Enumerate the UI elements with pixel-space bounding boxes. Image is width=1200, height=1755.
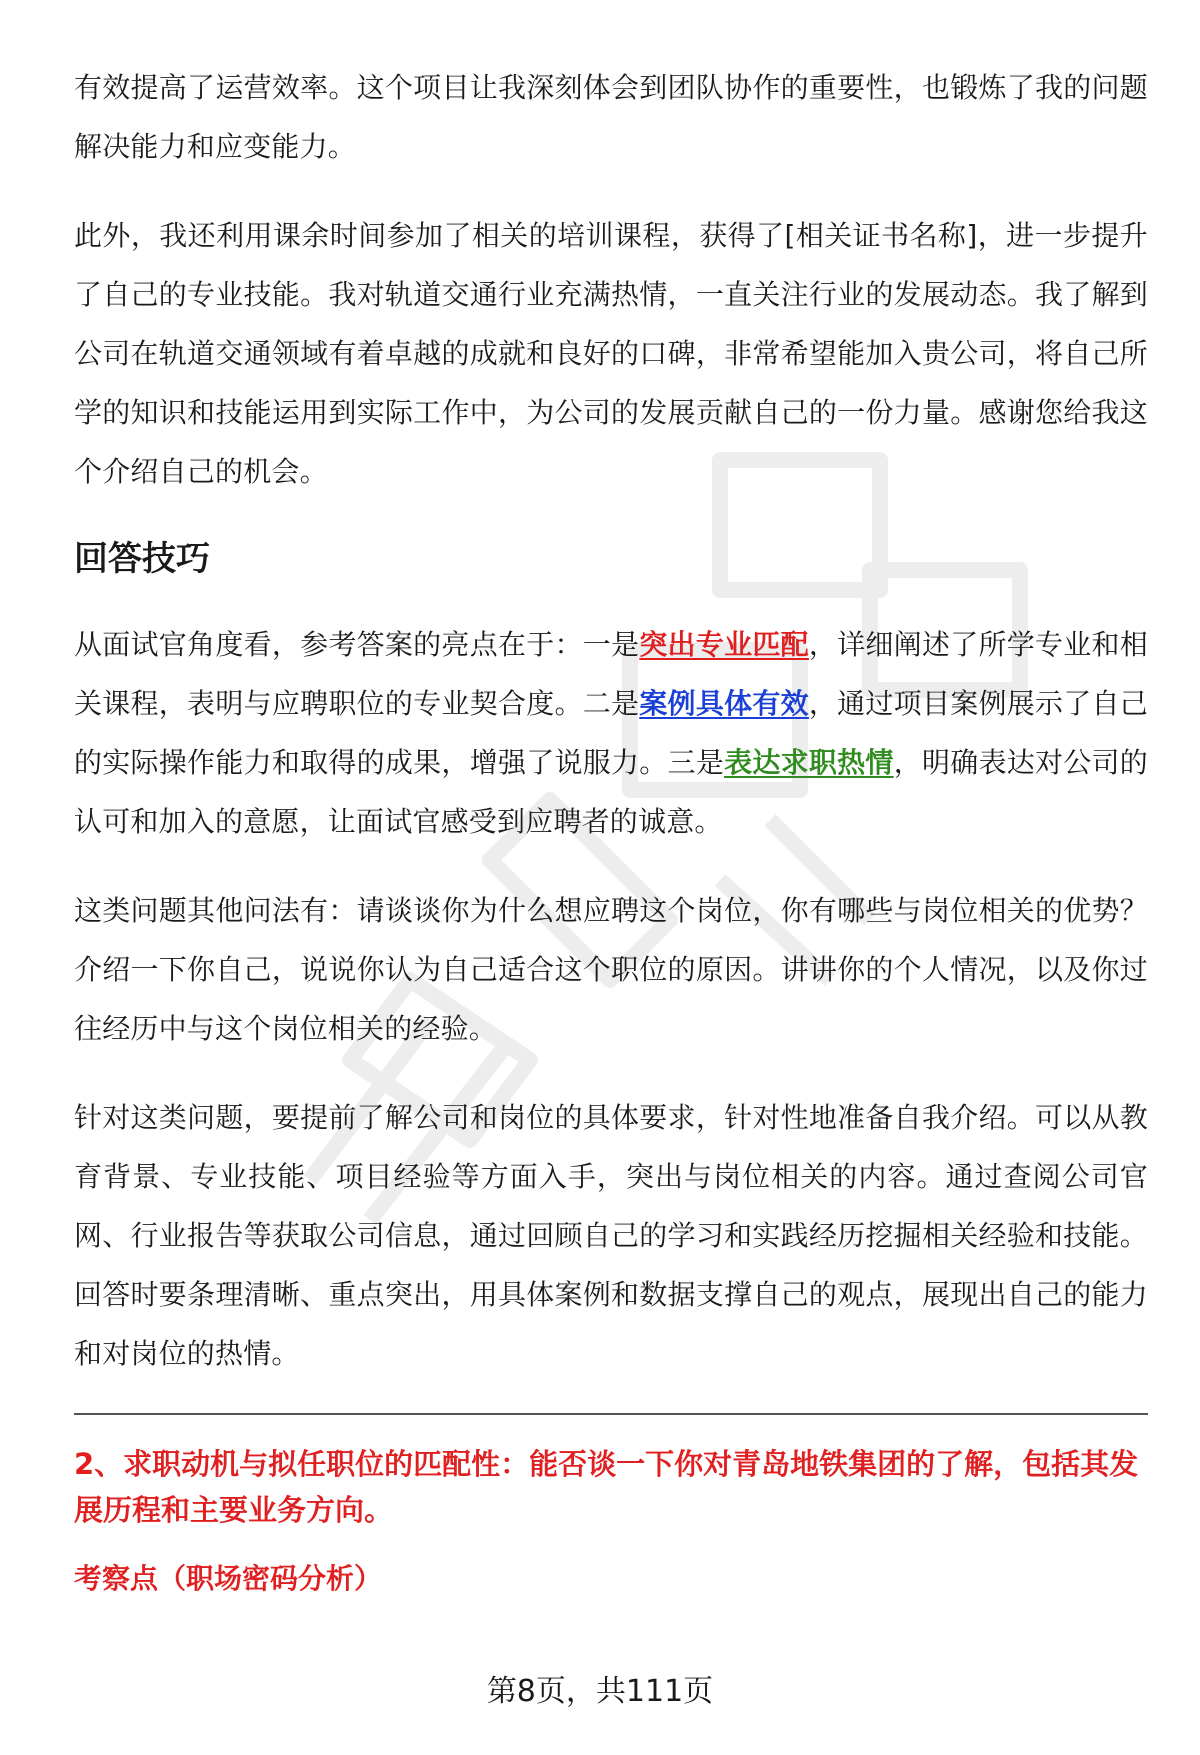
section-heading: 回答技巧 — [74, 539, 210, 579]
tips-text-part-3: ，通过项目案例展示了自己的实际操作能力和取得的成果，增强了说服力。三是 — [74, 687, 1148, 779]
alt-questions-paragraph: 这类问题其他问法有：请谈谈你为什么想应聘这个岗位，你有哪些与岗位相关的优势？介绍一下你自己，说说你认为自己适合这个职位的原因。讲讲你的个人情况，以及你过往经历中与这个岗位相关的经验。 — [74, 894, 1148, 1045]
highlight-professional-match: 突出专业匹配 — [639, 628, 809, 661]
page-footer: 第8页，共111页 — [486, 1674, 714, 1709]
tips-text-part-1: 从面试官角度看，参考答案的亮点在于：一是 — [74, 628, 640, 661]
section-divider — [74, 1413, 1148, 1415]
intro-paragraph-1: 有效提高了运营效率。这个项目让我深刻体会到团队协作的重要性，也锻炼了我的问题解决能力和应变能力。 — [74, 71, 1148, 163]
highlight-concrete-case: 案例具体有效 — [639, 687, 809, 720]
assessment-subheading: 考察点（职场密码分析） — [74, 1562, 383, 1595]
tips-paragraph — [74, 615, 1148, 851]
intro-paragraph-2: 此外，我还利用课余时间参加了相关的培训课程，获得了[相关证书名称]，进一步提升了自己的专业技能。我对轨道交通行业充满热情，一直关注行业的发展动态。我了解到公司在轨道交通领域有着卓越的成就和良好的口碑，非常希望能加入贵公司，将自己所学的知识和技能运用到实际工作中，为公司的发展贡献自己的一份力量。感谢您给我这个介绍自己的机会。 — [74, 219, 1148, 488]
highlight-job-enthusiasm: 表达求职热情 — [724, 746, 894, 779]
tips-text-part-2: ，详细阐述了所学专业和相关课程，表明与应聘职位的专业契合度。二是 — [74, 628, 1148, 720]
document-body — [74, 58, 1148, 1601]
advice-paragraph: 针对这类问题，要提前了解公司和岗位的具体要求，针对性地准备自我介绍。可以从教育背景、专业技能、项目经验等方面入手，突出与岗位相关的内容。通过查阅公司官网、行业报告等获取公司信息，通过回顾自己的学习和实践经历挖掘相关经验和技能。回答时要条理清晰、重点突出，用具体案例和数据支撑自己的观点，展现出自己的能力和对岗位的热情。 — [74, 1101, 1148, 1370]
tips-text-part-4: ，明确表达对公司的认可和加入的意愿，让面试官感受到应聘者的诚意。 — [74, 746, 1149, 838]
question-title: 2、求职动机与拟任职位的匹配性：能否谈一下你对青岛地铁集团的了解，包括其发展历程和主要业务方向。 — [74, 1447, 1139, 1527]
